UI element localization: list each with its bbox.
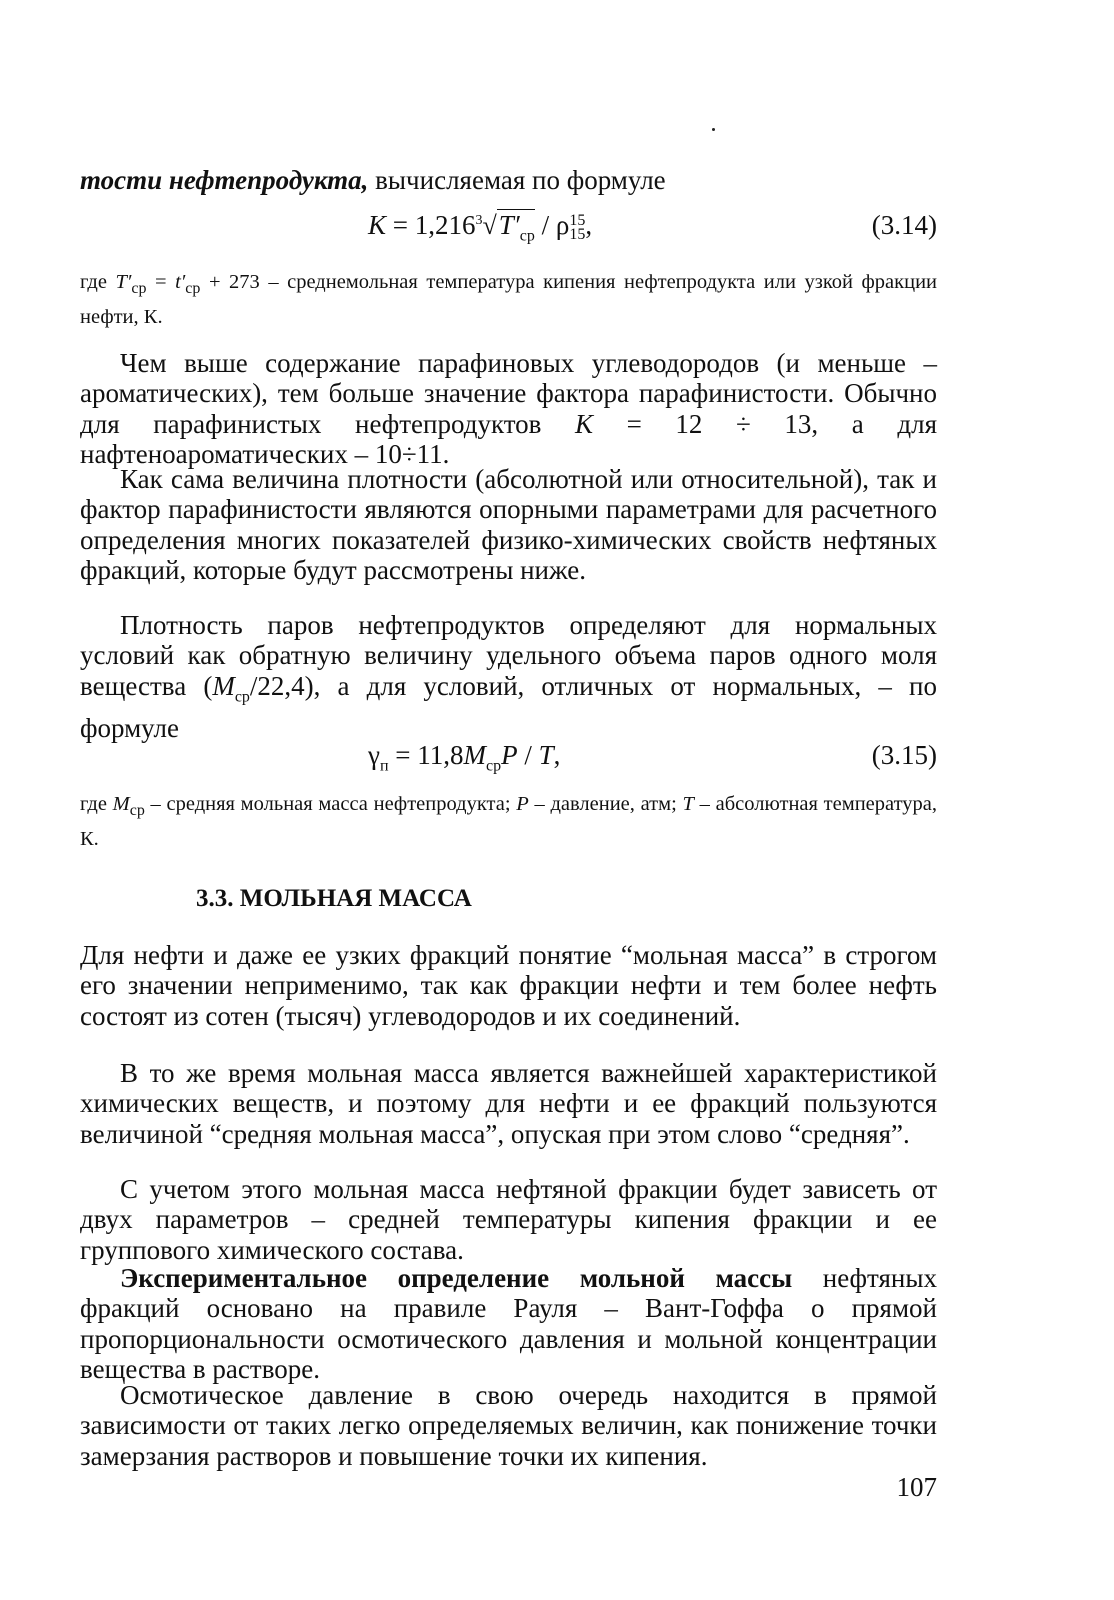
paragraph-1-text: Чем выше содержание парафиновых углеводородов (и меньше – ароматических), тем больше значение фактора парафинистости. Обычно для парафинистых нефтепродуктов	[80, 348, 937, 439]
page-number: 107	[896, 1472, 937, 1502]
where2-p: P	[516, 793, 529, 815]
radicand: T′	[498, 210, 520, 240]
where-eq: =	[146, 271, 176, 293]
paragraph-7-bold: Экспериментальное определение мольной массы	[120, 1263, 793, 1293]
paragraph-7	[80, 1263, 937, 1385]
where2-a: – средняя мольная масса нефтепродукта;	[144, 793, 517, 815]
formula-tail: ,	[585, 210, 593, 240]
gamma: γ	[368, 740, 380, 770]
formula-2-tail: ,	[553, 740, 561, 770]
where-prefix: где	[80, 271, 116, 293]
root-index: 3	[475, 213, 483, 228]
paragraph-6: С учетом этого мольная масса нефтяной фракции будет зависеть от двух параметров – средней температуры кипения фракции и ее группового химического состава.	[80, 1174, 937, 1265]
intro-italic: тости нефтепродукта,	[80, 165, 369, 195]
intro-text: вычисляемая по формуле	[368, 165, 666, 195]
where-explanation-1	[80, 268, 937, 331]
rho-sup: 15	[569, 211, 586, 229]
formula-2-eq: = 11,8	[388, 740, 464, 770]
page	[80, 0, 937, 1600]
where-t: t′	[175, 271, 186, 293]
paragraph-3-b: /22,4), а для условий, отличных от нормальных, – по формуле	[80, 670, 937, 743]
paragraph-5: В то же время мольная масса является важнейшей характеристикой химических веществ, и поэтому для нефти и ее фракций пользуются величиной “средняя мольная масса”, опуская при этом слово “средняя”.	[80, 1058, 937, 1149]
where-rest: + 273 – среднемольная температура кипения нефтепродукта или узкой фракции нефти, К.	[80, 271, 938, 329]
where-T-sub: ср	[131, 280, 147, 298]
where2-msub: ср	[129, 802, 145, 820]
formula-2-p: P	[501, 740, 518, 770]
where2-c: – абсолютная температура, К.	[80, 793, 938, 851]
paragraph-8: Осмотическое давление в свою очередь находится в прямой зависимости от таких легко определяемых величин, как понижение точки замерзания растворов и повышение точки их кипения.	[80, 1380, 937, 1471]
where-explanation-2	[80, 790, 937, 853]
paragraph-3-msub: ср	[234, 688, 250, 706]
where2-b: – давление, атм;	[528, 793, 683, 815]
where2-m: M	[112, 793, 130, 815]
paragraph-1-k: K	[575, 408, 594, 439]
formula-2-t: T	[538, 740, 554, 770]
paragraph-1-end: = 12 ÷ 13, а для нафтеноароматических – 10÷11.	[80, 408, 937, 470]
formula-3-15	[80, 740, 937, 786]
paragraph-7-rest: нефтяных фракций основано на правиле Рауля – Вант-Гоффа о прямой пропорциональности осмотического давления и мольной концентрации вещества в растворе.	[80, 1263, 937, 1385]
paragraph-3	[80, 610, 937, 743]
gamma-sub: п	[379, 757, 389, 775]
equation-number-2: (3.15)	[871, 740, 937, 770]
divider: / ρ	[534, 210, 570, 240]
equation-number: (3.14)	[871, 210, 937, 240]
paragraph-3-m: M	[212, 670, 235, 701]
section-heading: 3.3. МОЛЬНАЯ МАССА	[196, 885, 472, 912]
formula-2-msub: ср	[485, 757, 502, 775]
where2-t: T	[682, 793, 694, 815]
rho-sub: 15	[569, 225, 586, 243]
paragraph-2: Как сама величина плотности (абсолютной или относительной), так и фактор парафинистости являются опорными параметрами для расчетного определения многих показателей физико-химических свойств нефтяных фракций, которые будут рассмотрены ниже.	[80, 464, 937, 586]
radicand-sub: ср	[519, 227, 535, 245]
formula-3-14: $K = 1,216^3√T'_{ср} / \rho$ 15 15 , (3.14)	[368, 210, 937, 245]
formula-2-m: M	[463, 740, 486, 770]
formula-coef: = 1,216	[392, 210, 476, 240]
paragraph-3-a: Плотность паров нефтепродуктов определяют для нормальных условий как обратную величину удельного объема паров одного моля вещества (	[80, 610, 937, 701]
where-t-sub: ср	[185, 280, 201, 298]
where2-prefix: где	[80, 793, 113, 815]
formula-lhs: K	[368, 210, 387, 240]
paragraph-4: Для нефти и даже ее узких фракций понятие “мольная масса” в строгом его значении неприменимо, так как фракции нефти и тем более нефть состоят из сотен (тысяч) углеводородов и их соединений.	[80, 940, 937, 1031]
intro-line	[80, 165, 937, 195]
paragraph-1	[80, 348, 937, 470]
formula-2-slash: /	[517, 740, 539, 770]
where-T: T′	[115, 271, 132, 293]
